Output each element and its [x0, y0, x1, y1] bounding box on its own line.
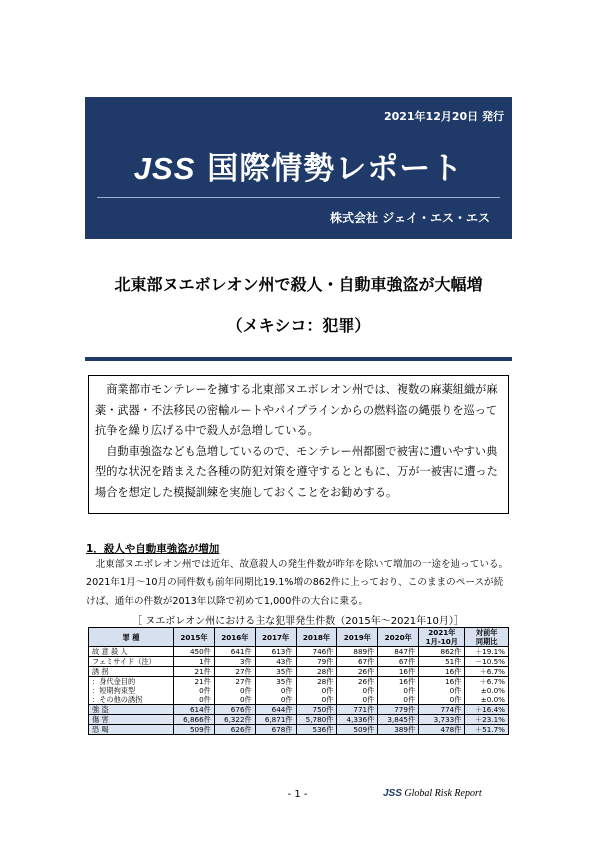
row-value: 0件: [214, 686, 255, 695]
row-value: 0件: [378, 695, 419, 705]
header-2021: 2021年 1月-10月: [419, 628, 465, 647]
row-value: 678件: [255, 725, 296, 735]
row-value: 67件: [337, 657, 378, 667]
report-title-text: 国際情勢レポート: [195, 151, 464, 187]
header-2017: 2017年: [255, 628, 296, 647]
banner-divider: [97, 197, 500, 198]
row-value: 5,780件: [296, 715, 337, 725]
row-value: 6,866件: [174, 715, 215, 725]
row-value: 774件: [419, 705, 465, 715]
header-2015: 2015年: [174, 628, 215, 647]
row-value: 43件: [255, 657, 296, 667]
row-value: 4,336件: [337, 715, 378, 725]
row-value: 26件: [337, 677, 378, 687]
row-label: 誘 拐: [89, 667, 174, 677]
table-row: [89, 705, 509, 715]
row-value: 771件: [337, 705, 378, 715]
row-value: 28件: [296, 677, 337, 687]
row-value: 6,322件: [214, 715, 255, 725]
table-header-row: [89, 628, 509, 647]
table-row: [89, 686, 509, 695]
report-title: [85, 143, 512, 188]
table-row: [89, 715, 509, 725]
row-value: 0件: [419, 695, 465, 705]
row-label: ：身代金目的: [89, 677, 174, 687]
section-title: 1．殺人や自動車強盗が増加: [86, 543, 220, 555]
row-value: 0件: [296, 695, 337, 705]
row-value: 779件: [378, 705, 419, 715]
row-value: 0件: [214, 695, 255, 705]
row-value: 26件: [337, 667, 378, 677]
row-value: 889件: [337, 647, 378, 657]
row-value: 614件: [174, 705, 215, 715]
row-value: 450件: [174, 647, 215, 657]
row-value: 478件: [419, 725, 465, 735]
row-value: 644件: [255, 705, 296, 715]
row-value: 28件: [296, 667, 337, 677]
row-value: 536件: [296, 725, 337, 735]
table-body: [89, 647, 509, 735]
row-value: 0件: [255, 695, 296, 705]
header-crime-type: 罪 種: [89, 628, 174, 647]
row-value: 862件: [419, 647, 465, 657]
row-value: 676件: [214, 705, 255, 715]
row-label: ：その他の誘拐: [89, 695, 174, 705]
row-value: 16件: [419, 667, 465, 677]
row-value: ＋51.7%: [465, 725, 509, 735]
row-label: フェミサイド（注）: [89, 657, 174, 667]
row-value: 641件: [214, 647, 255, 657]
row-value: 389件: [378, 725, 419, 735]
row-label: 恐 喝: [89, 725, 174, 735]
row-value: ＋6.7%: [465, 667, 509, 677]
row-value: 613件: [255, 647, 296, 657]
table-row: [89, 667, 509, 677]
row-value: 27件: [214, 677, 255, 687]
row-value: 509件: [337, 725, 378, 735]
issue-date: 2021年12月20日 発行: [383, 110, 504, 123]
summary-box: [88, 375, 509, 514]
row-value: 67件: [378, 657, 419, 667]
headline-divider: [85, 357, 512, 361]
row-value: ±0.0%: [465, 695, 509, 705]
company-name: 株式会社 ジェイ・エス・エス: [330, 211, 490, 225]
row-value: 847件: [378, 647, 419, 657]
row-value: 0件: [296, 686, 337, 695]
summary-paragraph-1: 商業都市モンテレーを擁する北東部ヌエボレオン州では、複数の麻薬組織が麻薬・武器・不法移民の密輸ルートやパイプラインからの燃料盗の縄張りを巡って抗争を繰り広げる中で殺人が急増している。: [95, 383, 498, 437]
row-label: 強 盗: [89, 705, 174, 715]
summary-paragraph-2: 自動車強盗なども急増しているので、モンテレー州都圏で被害に遭いやすい典型的な状況を踏まえた各種の防犯対策を遵守するとともに、万が一被害に遭った場合を想定した模擬訓練を実施しておくことをお勧めする。: [95, 444, 498, 499]
row-label: 故 意 殺 人: [89, 647, 174, 657]
row-value: 0件: [174, 686, 215, 695]
row-value: ＋16.4%: [465, 705, 509, 715]
row-value: 21件: [174, 677, 215, 687]
row-value: 1件: [174, 657, 215, 667]
table-row: [89, 677, 509, 687]
row-value: 16件: [378, 677, 419, 687]
row-value: 0件: [174, 695, 215, 705]
row-value: 3件: [214, 657, 255, 667]
row-value: 3,733件: [419, 715, 465, 725]
row-value: 16件: [419, 677, 465, 687]
page-number: - 1 -: [287, 789, 308, 800]
header-2016: 2016年: [214, 628, 255, 647]
brand-logo-text: JSS: [133, 151, 196, 186]
report-banner: [85, 97, 512, 239]
row-value: 509件: [174, 725, 215, 735]
row-value: ＋6.7%: [465, 677, 509, 687]
header-2018: 2018年: [296, 628, 337, 647]
row-value: ±0.0%: [465, 686, 509, 695]
table-row: [89, 695, 509, 705]
row-value: －10.5%: [465, 657, 509, 667]
row-value: 27件: [214, 667, 255, 677]
footer-brand-text: Global Risk Report: [401, 788, 482, 799]
headline-main: 北東部ヌエボレオン州で殺人・自動車強盗が大幅増: [114, 275, 483, 294]
crime-statistics-table: [88, 627, 509, 735]
row-value: 3,845件: [378, 715, 419, 725]
row-value: 626件: [214, 725, 255, 735]
header-yoy: 対前年 同期比: [465, 628, 509, 647]
row-value: 6,871件: [255, 715, 296, 725]
row-value: 746件: [296, 647, 337, 657]
header-2019: 2019年: [337, 628, 378, 647]
row-value: 750件: [296, 705, 337, 715]
headline-sub: （メキシコ：犯罪）: [226, 316, 371, 335]
header-2020: 2020年: [378, 628, 419, 647]
row-value: 0件: [419, 686, 465, 695]
footer-brand-logo: JSS: [383, 788, 402, 799]
row-value: 16件: [378, 667, 419, 677]
row-value: 79件: [296, 657, 337, 667]
row-value: ＋23.1%: [465, 715, 509, 725]
row-value: 35件: [255, 677, 296, 687]
row-value: 0件: [255, 686, 296, 695]
row-value: 0件: [337, 686, 378, 695]
table-row: [89, 647, 509, 657]
footer-brand: [383, 788, 482, 799]
table-caption: ［ ヌエボレオン州における主な犯罪発生件数（2015年～2021年10月）］: [132, 616, 464, 627]
row-value: 0件: [337, 695, 378, 705]
table-row: [89, 725, 509, 735]
row-label: ：短期拘束型: [89, 686, 174, 695]
row-value: 35件: [255, 667, 296, 677]
section-body: 北東部ヌエボレオン州では近年、故意殺人の発生件数が昨年を除いて増加の一途を辿っている。2021年1月～10月の同件数も前年同期比19.1%増の862件に上っており、このままのペースが続けば、通年の件数が2013年以降で初めて1,000件の大台に乗る。: [86, 559, 509, 607]
table-row: [89, 657, 509, 667]
row-value: 51件: [419, 657, 465, 667]
row-label: 傷 害: [89, 715, 174, 725]
row-value: ＋19.1%: [465, 647, 509, 657]
row-value: 21件: [174, 667, 215, 677]
row-value: 0件: [378, 686, 419, 695]
